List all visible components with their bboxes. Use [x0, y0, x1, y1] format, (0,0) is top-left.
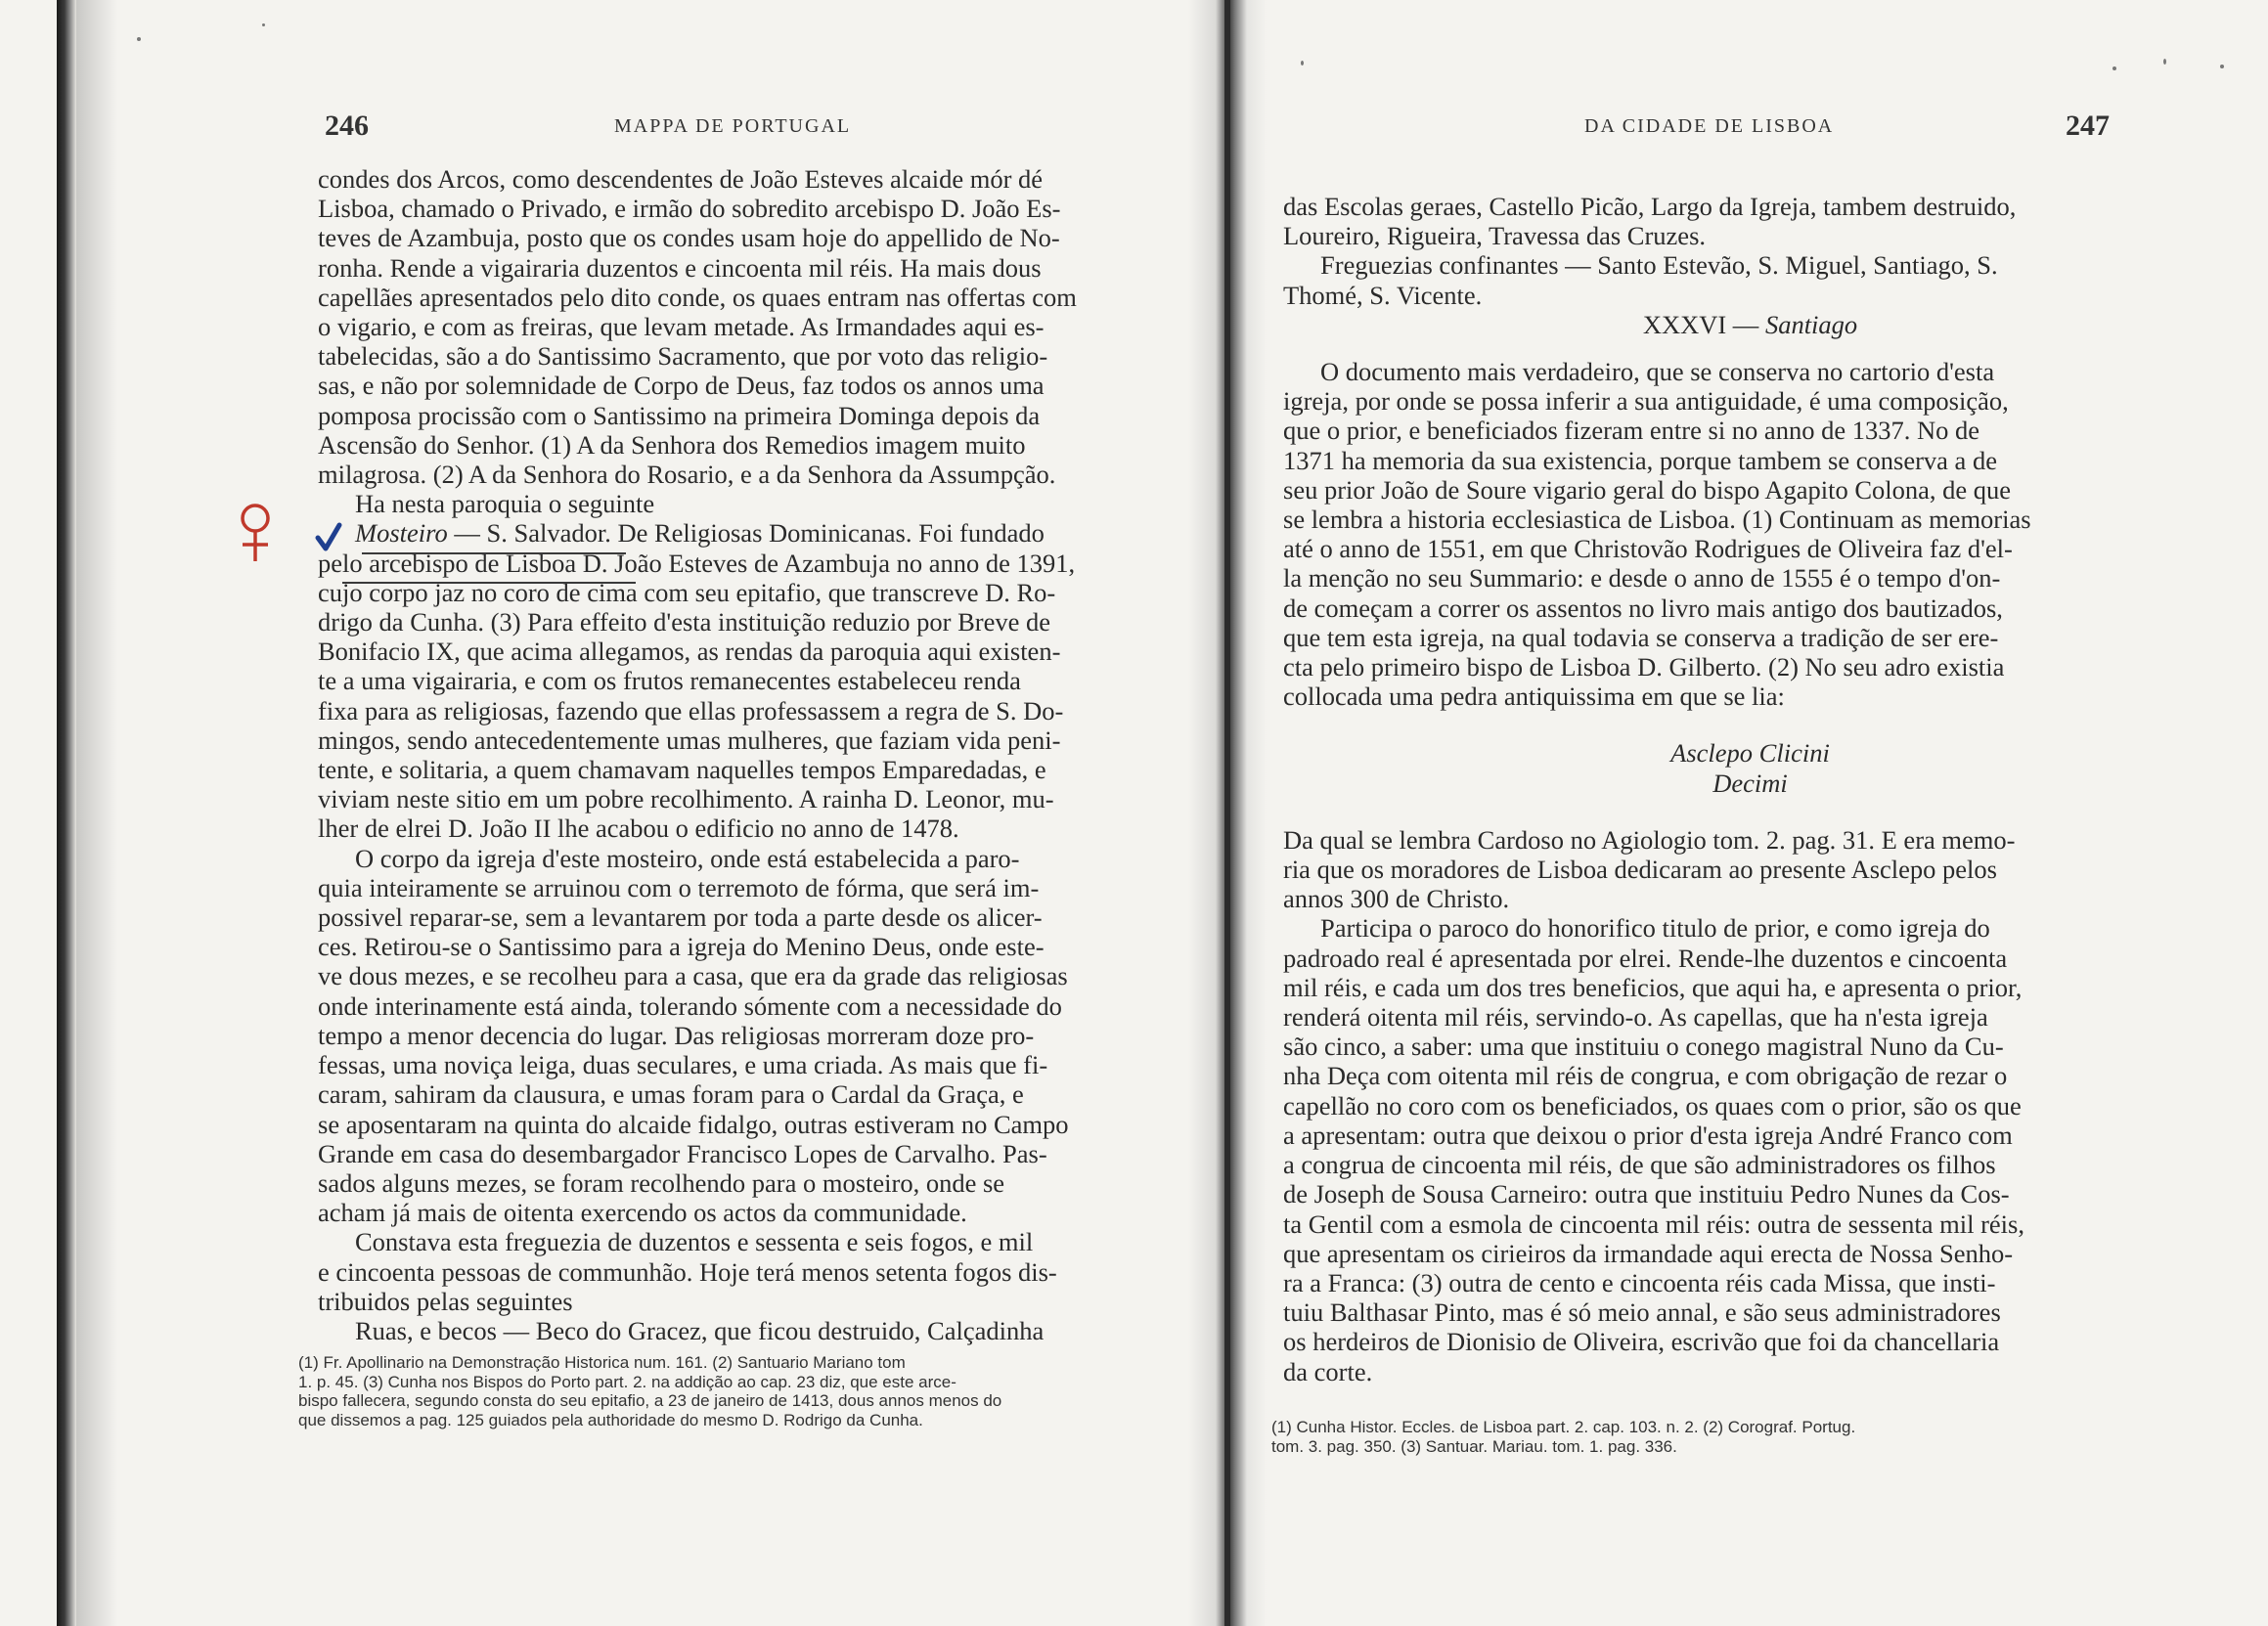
text-line: teves de Azambuja, posto que os condes usam hoje do appellido de No- [318, 223, 1060, 253]
section-heading-line [318, 518, 1296, 548]
text-line: de começam a correr os assentos no livro mais antigo dos bautizados, [1283, 593, 2003, 623]
running-head: MAPPA DE PORTUGAL [614, 115, 852, 137]
running-head: DA CIDADE DE LISBOA [1584, 115, 1835, 137]
text-line: das Escolas geraes, Castello Picão, Largo da Igreja, tambem destruido, [1283, 192, 2017, 221]
text-line: Loureiro, Rigueira, Travessa das Cruzes. [1283, 221, 1707, 251]
footnote-line: (1) Cunha Histor. Eccles. de Lisboa part. 2. cap. 103. n. 2. (2) Corograf. Portug. [1271, 1418, 1856, 1436]
text-line: sados alguns mezes, se foram recolhendo para o mosteiro, onde se [318, 1167, 1005, 1198]
text-line: la menção no seu Summario: e desde o anno de 1555 é o tempo d'on- [1283, 563, 2001, 593]
text-line: a apresentam: outra que deixou o prior d'esta igreja André Franco com [1283, 1120, 2013, 1150]
text-line: capellão no coro com os beneficiados, os quaes com o prior, são os que [1283, 1090, 2022, 1121]
text-line: capellães apresentados pelo dito conde, os quaes entram nas offertas com [318, 282, 1077, 312]
text-line: igreja, por onde se possa inferir a sua antiguidade, é uma composição, [1283, 386, 2009, 417]
text-line: O documento mais verdadeiro, que se conserva no cartorio d'esta [1320, 357, 1995, 387]
left-body-text [318, 164, 1296, 1345]
text-line: Da qual se lembra Cardoso no Agiologio tom. 2. pag. 31. E era memo- [1283, 824, 2016, 855]
text-line: Constava esta freguezia de duzentos e sessenta e seis fogos, e mil [355, 1227, 1034, 1257]
text-line: Ascensão do Senhor. (1) A da Senhora dos Remedios imagem muito [318, 429, 1026, 460]
text-line: pelo arcebispo de Lisboa D. João Esteves de Azambuja no anno de 1391, [318, 548, 1076, 578]
footnote-line: (1) Fr. Apollinario na Demonstração Historica num. 161. (2) Santuario Mariano tom [298, 1353, 906, 1372]
text-line: Ruas, e becos — Beco do Gracez, que ficou destruido, Calçadinha [355, 1315, 1045, 1345]
text-line: lher de elrei D. João II lhe acabou o edificio no anno de 1478. [318, 813, 959, 844]
text-line: seu prior João de Soure vigario geral do bispo Agapito Colona, de que [1283, 474, 2012, 505]
scan-dark-edge [57, 0, 76, 1626]
text-line: a congrua de cincoenta mil réis, de que são administradores os filhos [1283, 1150, 1996, 1180]
text-line: collocada uma pedra antiquissima em que se lia: [1283, 681, 1785, 712]
text-line: Lisboa, chamado o Privado, e irmão do sobredito arcebispo D. João Es- [318, 194, 1061, 224]
text-line: Participa o paroco do honorifico titulo de prior, e como igreja do [1320, 913, 1990, 944]
text-line: de Joseph de Sousa Carneiro: outra que instituiu Pedro Nunes da Cos- [1283, 1179, 2010, 1209]
right-footnotes [1271, 1418, 2210, 1456]
right-page [1271, 0, 2249, 1626]
check-mark-annotation [315, 522, 342, 551]
text-line: mil réis, e cada um dos tres beneficios, que aqui ha, e apresenta o prior, [1283, 972, 2023, 1002]
text-line: Ha nesta paroquia o seguinte [355, 489, 655, 519]
text-line: que tem esta igreja, na qual todavia se conserva a tradição de ser ere- [1283, 622, 1999, 652]
text-line: possivel reparar-se, sem a levantarem por toda a parte desde os alicer- [318, 902, 1043, 933]
text-line: ronha. Rende a vigairaria duzentos e cincoenta mil réis. Ha mais dous [318, 252, 1042, 283]
text-line: tuiu Balthasar Pinto, mas é só meio annal, e são seus administradores [1283, 1297, 2001, 1328]
scan-shadow [76, 0, 117, 1626]
footnote-line: tom. 3. pag. 350. (3) Santuar. Mariau. tom. 1. pag. 336. [1271, 1436, 1677, 1456]
pencil-underline [342, 582, 636, 584]
text-line: O corpo da igreja d'este mosteiro, onde está estabelecida a paro- [355, 843, 1020, 873]
text-line: condes dos Arcos, como descendentes de João Esteves alcaide mór dé [318, 164, 1044, 194]
text-line: tabelecidas, são a do Santissimo Sacramento, que por voto das religio- [318, 341, 1048, 372]
text-line: fixa para as religiosas, fazendo que ellas professassem a regra de S. Do- [318, 695, 1064, 725]
text-line: Bonifacio IX, que acima allegamos, as rendas da paroquia aqui existen- [318, 637, 1061, 667]
text-line: quia inteiramente se arruinou com o terremoto de fórma, que será im- [318, 872, 1040, 902]
text-line: ta Gentil com a esmola de cincoenta mil réis: outra de sessenta mil réis, [1283, 1209, 2024, 1239]
page-number: 247 [2066, 110, 2110, 142]
text-line: pomposa procissão com o Santissimo na primeira Dominga depois da [318, 400, 1041, 430]
left-page [117, 0, 1188, 1626]
text-line: onde interinamente está ainda, tolerando sómente com a necessidade do [318, 990, 1062, 1021]
text-line: renderá oitenta mil réis, servindo-o. As capellas, que ha n'esta igreja [1283, 1002, 1988, 1033]
text-line: ve dous mezes, e se recolheu para a casa, que era da grade das religiosas [318, 961, 1068, 991]
right-body-text [1283, 192, 2217, 1386]
text-line: Thomé, S. Vicente. [1283, 280, 1483, 310]
page-number: 246 [325, 110, 369, 142]
text-line: tempo a menor decencia do lugar. Das religiosas morreram doze pro- [318, 1020, 1035, 1050]
section-title: Santiago [1764, 309, 1858, 339]
text-line: o vigario, e com as freiras, que levam metade. As Irmandades aqui es- [318, 312, 1045, 342]
text-line: se aposentaram na quinta do alcaide fidalgo, outras estiveram no Campo [318, 1109, 1069, 1139]
section-heading [1283, 310, 2217, 339]
text-line: cta pelo primeiro bispo de Lisboa D. Gilberto. (2) No seu adro existia [1283, 652, 2005, 682]
inscription-line: Decimi [1712, 768, 1788, 798]
text-line: milagrosa. (2) A da Senhora do Rosario, e a da Senhora da Assumpção. [318, 460, 1056, 490]
text-line: viviam neste sitio em um pobre recolhimento. A rainha D. Leonor, mu- [318, 784, 1054, 814]
heading-rest: — S. Salvador. De Religiosas Dominicanas. Foi fundado [447, 518, 1045, 549]
text-line: mingos, sendo antecedentemente umas mulheres, que faziam vida peni- [318, 725, 1061, 755]
text-line: caram, sahiram da clausura, e umas foram para o Cardal da Graça, e [318, 1079, 1024, 1110]
text-line: te a uma vigairaria, e com os frutos remanecentes estabeleceu renda [318, 666, 1021, 696]
text-line: se lembra a historia ecclesiastica de Lisboa. (1) Continuam as memorias [1283, 505, 2031, 535]
text-line: sas, e não por solemnidade de Corpo de Deus, faz todos os annos uma [318, 371, 1045, 401]
text-line: fessas, uma noviça leiga, duas seculares, e uma criada. As mais que fi- [318, 1050, 1048, 1080]
text-line: 1371 ha memoria da sua existencia, porque tambem se conserva a de [1283, 445, 1997, 475]
text-line: que o prior, e beneficiados fizeram entre si no anno de 1337. No de [1283, 416, 1979, 446]
text-line: são cinco, a saber: uma que instituiu o conego magistral Nuno da Cu- [1283, 1032, 2004, 1062]
section-number: XXXVI — [1642, 309, 1765, 339]
female-symbol-annotation [233, 501, 278, 565]
text-line: tribuidos pelas seguintes [318, 1286, 573, 1316]
footnote-line: bispo fallecera, segundo consta do seu epitafio, a 23 de janeiro de 1413, dous annos menos do [298, 1391, 1002, 1410]
text-line: padroado real é apresentada por elrei. Rende-lhe duzentos e cincoenta [1283, 943, 2008, 973]
text-line: drigo da Cunha. (3) Para effeito d'esta instituição reduzio por Breve de [318, 607, 1050, 637]
text-line: cujo corpo jaz no coro de cima com seu epitafio, que transcreve D. Ro- [318, 577, 1056, 607]
text-line: acham já mais de oitenta exercendo os actos da communidade. [318, 1198, 967, 1228]
pencil-underline [362, 552, 626, 554]
text-line: Grande em casa do desembargador Francisco Lopes de Carvalho. Pas- [318, 1138, 1047, 1168]
text-line: da corte. [1283, 1356, 1373, 1386]
text-line: annos 300 de Christo. [1283, 884, 1510, 914]
heading-italic: Mosteiro [355, 518, 448, 549]
text-line: ria que os moradores de Lisboa dedicaram ao presente Asclepo pelos [1283, 855, 1997, 885]
text-line: tente, e solitaria, a quem chamavam naquelles tempos Emparedadas, e [318, 755, 1046, 785]
text-line: e cincoenta pessoas de communhão. Hoje terá menos setenta fogos dis- [318, 1256, 1057, 1287]
text-line: Freguezias confinantes — Santo Estevão, S. Miguel, Santiago, S. [1320, 250, 1998, 281]
text-line: ces. Retirou-se o Santissimo para a igreja do Menino Deus, onde este- [318, 932, 1045, 962]
text-line: os herdeiros de Dionisio de Oliveira, escrivão que foi da chancellaria [1283, 1327, 2000, 1357]
text-line: até o anno de 1551, em que Christovão Rodrigues de Oliveira faz d'el- [1283, 534, 2013, 564]
inscription-line: Asclepo Clicini [1670, 738, 1830, 769]
left-footnotes [298, 1353, 1247, 1429]
text-line: que apresentam os cirieiros da irmandade aqui erecta de Nossa Senho- [1283, 1238, 2014, 1268]
footnote-line: que dissemos a pag. 125 guiados pela authoridade do mesmo D. Rodrigo da Cunha. [298, 1410, 923, 1429]
footnote-line: 1. p. 45. (3) Cunha nos Bispos do Porto part. 2. na addição ao cap. 23 diz, que este arce- [298, 1372, 956, 1391]
text-line: ra a Franca: (3) outra de cento e cincoenta réis cada Missa, que insti- [1283, 1267, 1996, 1297]
text-line: nha Deça com oitenta mil réis de congrua, e com obrigação de rezar o [1283, 1061, 2008, 1091]
